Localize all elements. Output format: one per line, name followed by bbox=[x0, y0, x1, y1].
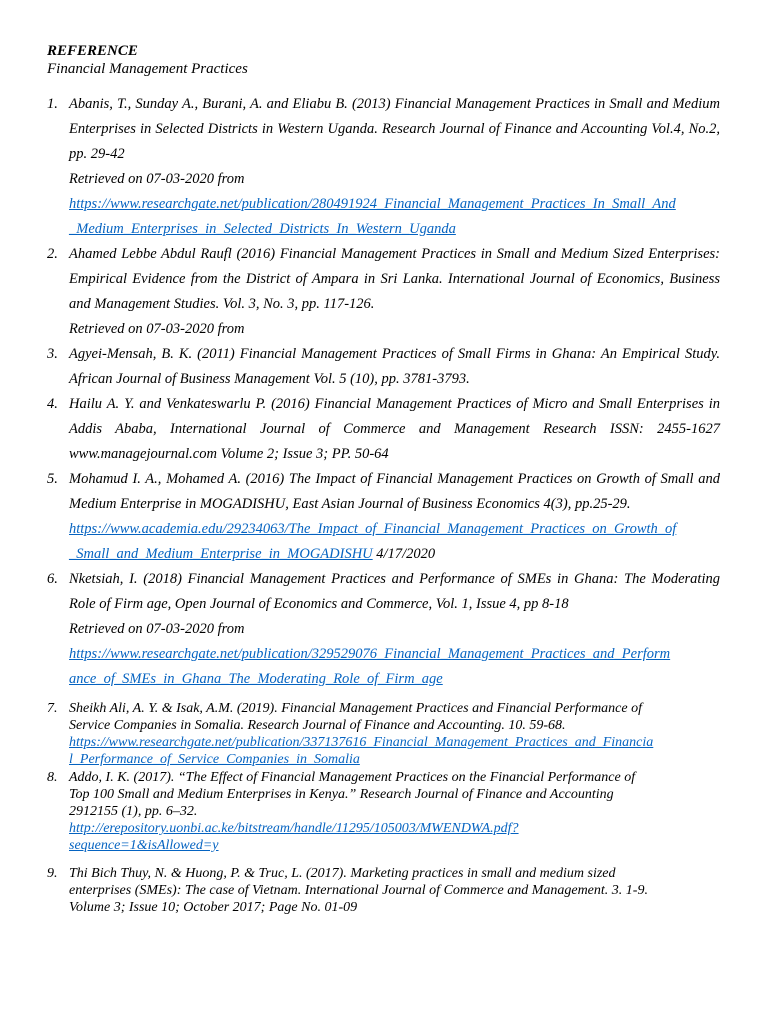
reference-item-3 bbox=[47, 342, 720, 392]
reference-list bbox=[47, 92, 720, 916]
reference-text: Mohamud I. A., Mohamed A. (2016) The Impact of Financial Management Practices on Growth of Small and Medium Enterprise in MOGADISHU, East Asian Journal of Business Economics 4(3), pp.25-29. bbox=[69, 471, 720, 512]
reference-text: Ahamed Lebbe Abdul Raufl (2016) Financial Management Practices in Small and Medium Sized Enterprises: Empirical Evidence from the District of Ampara in Sri Lanka. International Journal of Economics, Business and Management Studies. Vol. 3, No. 3, pp. 117-126. bbox=[69, 246, 720, 312]
reference-number: 3. bbox=[47, 346, 58, 362]
reference-item-7 bbox=[47, 700, 720, 768]
reference-heading: REFERENCE bbox=[47, 43, 138, 59]
retrieved-note: Retrieved on 07-03-2020 from bbox=[69, 321, 245, 337]
reference-link-line-1[interactable]: https://www.researchgate.net/publication/337137616_Financial_Management_Practices_and_Financia bbox=[69, 735, 654, 750]
reference-number: 9. bbox=[47, 866, 58, 881]
reference-link-line-1[interactable]: https://www.researchgate.net/publication/280491924_Financial_Management_Practices_In_Small_And bbox=[69, 196, 676, 212]
reference-number: 4. bbox=[47, 396, 58, 412]
reference-link-line-2[interactable]: _Medium_Enterprises_in_Selected_Districts_In_Western_Uganda bbox=[69, 221, 456, 237]
reference-text-line-2: Top 100 Small and Medium Enterprises in Kenya.” Research Journal of Finance and Accounting bbox=[69, 787, 614, 802]
reference-number: 5. bbox=[47, 471, 58, 487]
reference-text-line-1: Addo, I. K. (2017). “The Effect of Financial Management Practices on the Financial Performance of bbox=[69, 770, 636, 785]
reference-link-line-1[interactable]: https://www.academia.edu/29234063/The_Impact_of_Financial_Management_Practices_on_Growth_of bbox=[69, 521, 677, 537]
retrieved-note: Retrieved on 07-03-2020 from bbox=[69, 171, 245, 187]
reference-text-line-1: Thi Bich Thuy, N. & Huong, P. & Truc, L. (2017). Marketing practices in small and medium sized bbox=[69, 866, 616, 881]
reference-number: 7. bbox=[47, 701, 58, 716]
reference-text-line-3: Volume 3; Issue 10; October 2017; Page No. 01-09 bbox=[69, 900, 358, 915]
access-date: 4/17/2020 bbox=[372, 546, 436, 562]
reference-subheading: Financial Management Practices bbox=[47, 61, 248, 77]
reference-link-line-2[interactable]: _Small_and_Medium_Enterprise_in_MOGADISHU bbox=[69, 546, 373, 562]
reference-item-1 bbox=[47, 92, 720, 242]
reference-number: 6. bbox=[47, 571, 58, 587]
reference-item-4 bbox=[47, 392, 720, 467]
reference-item-2 bbox=[47, 242, 720, 342]
reference-text-line-1: Sheikh Ali, A. Y. & Isak, A.M. (2019). Financial Management Practices and Financial Performance of bbox=[69, 701, 643, 716]
reference-text-line-3: 2912155 (1), pp. 6–32. bbox=[69, 804, 198, 819]
reference-item-8 bbox=[47, 769, 720, 854]
reference-link-line-2[interactable]: sequence=1&isAllowed=y bbox=[69, 838, 219, 853]
retrieved-note: Retrieved on 07-03-2020 from bbox=[69, 621, 245, 637]
reference-item-9 bbox=[47, 865, 720, 916]
reference-item-6 bbox=[47, 567, 720, 692]
reference-text-line-2: Service Companies in Somalia. Research Journal of Finance and Accounting. 10. 59-68. bbox=[69, 718, 566, 733]
reference-text: Agyei-Mensah, B. K. (2011) Financial Management Practices of Small Firms in Ghana: An Empirical Study. African Journal of Business Management Vol. 5 (10), pp. 3781-3793. bbox=[69, 346, 720, 387]
reference-link-line-1[interactable]: http://erepository.uonbi.ac.ke/bitstream/handle/11295/105003/MWENDWA.pdf? bbox=[69, 821, 519, 836]
reference-link-line-2[interactable]: l_Performance_of_Service_Companies_in_Somalia bbox=[69, 752, 360, 767]
reference-text: Hailu A. Y. and Venkateswarlu P. (2016) Financial Management Practices of Micro and Small Enterprises in Addis Ababa, International Journal of Commerce and Management Research ISSN: 2455-1627 www.managejournal.com Volume 2; Issue 3; PP. 50-64 bbox=[69, 396, 720, 462]
reference-text: Abanis, T., Sunday A., Burani, A. and Eliabu B. (2013) Financial Management Practices in Small and Medium Enterprises in Selected Districts in Western Uganda. Research Journal of Finance and Accounting Vol.4, No.2, pp. 29-42 bbox=[69, 96, 720, 162]
reference-item-5 bbox=[47, 467, 720, 567]
reference-number: 2. bbox=[47, 246, 58, 262]
reference-number: 1. bbox=[47, 96, 58, 112]
reference-text-line-2: enterprises (SMEs): The case of Vietnam. International Journal of Commerce and Management. 3. 1-9. bbox=[69, 883, 648, 898]
reference-number: 8. bbox=[47, 770, 58, 785]
reference-text: Nketsiah, I. (2018) Financial Management Practices and Performance of SMEs in Ghana: The Moderating Role of Firm age, Open Journal of Economics and Commerce, Vol. 1, Issue 4, pp 8-18 bbox=[69, 571, 720, 612]
reference-link-line-2[interactable]: ance_of_SMEs_in_Ghana_The_Moderating_Role_of_Firm_age bbox=[69, 671, 443, 687]
reference-link-line-1[interactable]: https://www.researchgate.net/publication/329529076_Financial_Management_Practices_and_Perform bbox=[69, 646, 671, 662]
